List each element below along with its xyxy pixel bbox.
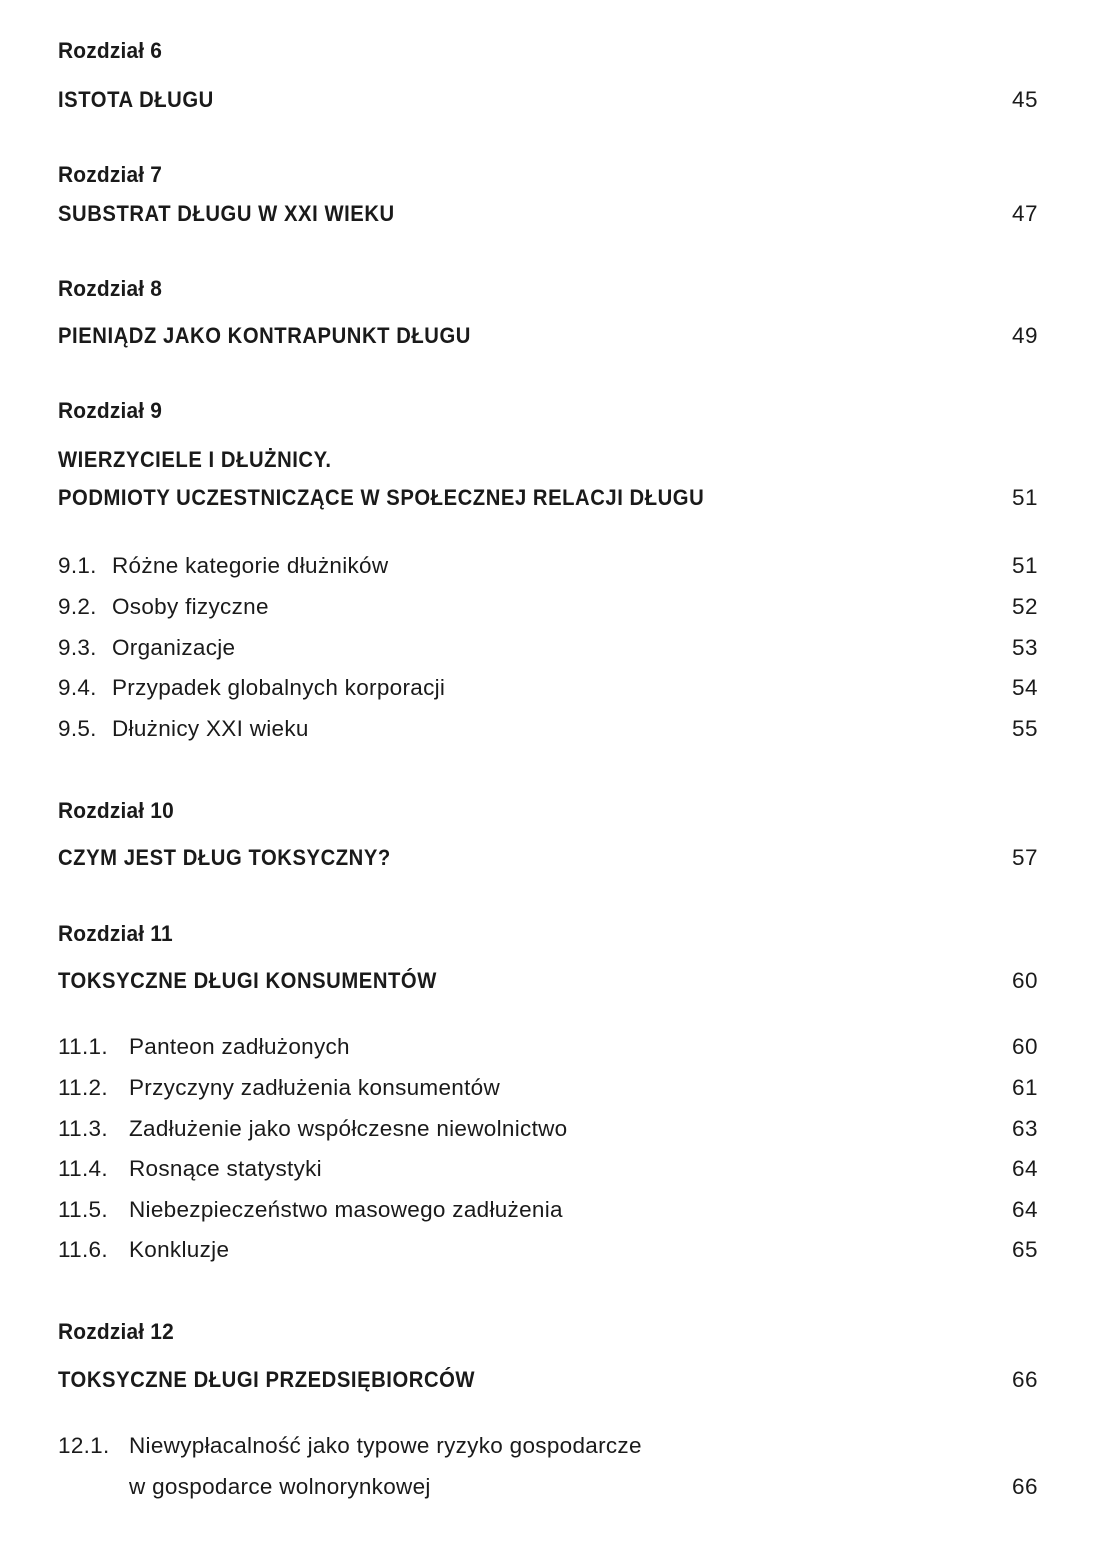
section-title[interactable]: Rosnące statystyki xyxy=(129,1156,322,1181)
page-number: 63 xyxy=(1011,1116,1038,1141)
section-row[interactable] xyxy=(58,1111,1038,1147)
chapter-title[interactable]: TOKSYCZNE DŁUGI KONSUMENTÓW xyxy=(58,968,437,993)
section-number: 9.4. xyxy=(58,675,97,700)
chapter-label-text: Rozdział 11 xyxy=(58,921,173,946)
page-number: 53 xyxy=(1011,635,1038,660)
chapter-title[interactable]: SUBSTRAT DŁUGU W XXI WIEKU xyxy=(58,201,395,226)
page-number: 51 xyxy=(1011,485,1038,510)
chapter-title-row[interactable] xyxy=(58,840,1038,876)
chapter-label-text: Rozdział 7 xyxy=(58,162,163,187)
chapter-label xyxy=(58,271,989,307)
section-number: 9.1. xyxy=(58,553,97,578)
section-number: 11.5. xyxy=(58,1197,108,1222)
page-number: 60 xyxy=(1011,968,1038,993)
chapter-title-line1[interactable]: WIERZYCIELE I DŁUŻNICY. xyxy=(58,447,332,472)
section-number: 9.2. xyxy=(58,594,97,619)
page-number: 55 xyxy=(1011,716,1038,741)
section-title[interactable]: Organizacje xyxy=(112,635,236,660)
section-title[interactable]: Różne kategorie dłużników xyxy=(112,553,389,578)
chapter-label xyxy=(58,916,989,952)
section-number: 11.4. xyxy=(58,1156,108,1181)
chapter-title-row[interactable] xyxy=(58,963,1038,999)
chapter-title-row[interactable] xyxy=(58,1362,1038,1398)
section-row[interactable] xyxy=(58,1151,1038,1187)
chapter-label-text: Rozdział 12 xyxy=(58,1319,174,1344)
page-number: 52 xyxy=(1011,594,1038,619)
section-title[interactable]: Panteon zadłużonych xyxy=(129,1034,350,1059)
section-title[interactable]: Przyczyny zadłużenia konsumentów xyxy=(129,1075,501,1100)
section-row[interactable] xyxy=(58,1070,1038,1106)
section-title[interactable]: Zadłużenie jako współczesne niewolnictwo xyxy=(129,1116,568,1141)
section-row[interactable] xyxy=(58,589,1038,625)
page-number: 49 xyxy=(1011,323,1038,348)
section-title[interactable]: Konkluzje xyxy=(129,1237,230,1262)
chapter-label-text: Rozdział 10 xyxy=(58,798,174,823)
chapter-title[interactable]: CZYM JEST DŁUG TOKSYCZNY? xyxy=(58,845,391,870)
chapter-title-row-line1[interactable] xyxy=(58,442,1038,478)
page-number: 57 xyxy=(1011,845,1038,870)
chapter-label-text: Rozdział 8 xyxy=(58,276,163,301)
chapter-title-row[interactable] xyxy=(58,318,1038,354)
section-row[interactable] xyxy=(58,670,1038,706)
section-title-line2[interactable]: w gospodarce wolnorynkowej xyxy=(129,1474,431,1499)
chapter-title[interactable]: TOKSYCZNE DŁUGI PRZEDSIĘBIORCÓW xyxy=(58,1367,476,1392)
section-number: 11.3. xyxy=(58,1116,108,1141)
section-row[interactable] xyxy=(58,548,1038,584)
section-number: 11.1. xyxy=(58,1034,108,1059)
chapter-label xyxy=(58,33,989,69)
section-title[interactable]: Przypadek globalnych korporacji xyxy=(112,675,446,700)
section-number: 12.1. xyxy=(58,1433,110,1458)
page-number: 64 xyxy=(1011,1197,1038,1222)
page-number: 61 xyxy=(1011,1075,1038,1100)
chapter-title-line2[interactable]: PODMIOTY UCZESTNICZĄCE W SPOŁECZNEJ RELACJI DŁUGU xyxy=(58,485,705,510)
section-title[interactable]: Niebezpieczeństwo masowego zadłużenia xyxy=(129,1197,563,1222)
section-title[interactable]: Osoby fizyczne xyxy=(112,594,269,619)
chapter-label xyxy=(58,1314,989,1350)
section-number: 9.3. xyxy=(58,635,97,660)
section-title[interactable]: Dłużnicy XXI wieku xyxy=(112,716,309,741)
chapter-title-row[interactable] xyxy=(58,480,1038,516)
page-number: 66 xyxy=(1011,1474,1038,1499)
chapter-label xyxy=(58,793,989,829)
section-row[interactable] xyxy=(58,1029,1038,1065)
section-row[interactable] xyxy=(58,1469,1038,1505)
section-row[interactable] xyxy=(58,711,1038,747)
chapter-label-text: Rozdział 9 xyxy=(58,398,163,423)
chapter-title[interactable]: ISTOTA DŁUGU xyxy=(58,87,214,112)
section-number: 9.5. xyxy=(58,716,97,741)
chapter-title[interactable]: PIENIĄDZ JAKO KONTRAPUNKT DŁUGU xyxy=(58,323,471,348)
chapter-title-row[interactable] xyxy=(58,82,1038,118)
section-row[interactable] xyxy=(58,630,1038,666)
page-number: 64 xyxy=(1011,1156,1038,1181)
page-number: 60 xyxy=(1011,1034,1038,1059)
section-row[interactable] xyxy=(58,1232,1038,1268)
page-number: 45 xyxy=(1011,87,1038,112)
chapter-title-row[interactable] xyxy=(58,196,1038,232)
section-title-line1[interactable]: Niewypłacalność jako typowe ryzyko gospodarcze xyxy=(129,1433,642,1458)
section-row[interactable] xyxy=(58,1192,1038,1228)
section-number: 11.6. xyxy=(58,1237,108,1262)
page-number: 65 xyxy=(1011,1237,1038,1262)
chapter-label-text: Rozdział 6 xyxy=(58,38,163,63)
page-number: 51 xyxy=(1011,553,1038,578)
page-number: 54 xyxy=(1011,675,1038,700)
chapter-label xyxy=(58,157,989,193)
chapter-label xyxy=(58,393,989,429)
page-number: 66 xyxy=(1011,1367,1038,1392)
page-number: 47 xyxy=(1011,201,1038,226)
section-row-line1[interactable] xyxy=(58,1428,1038,1464)
section-number: 11.2. xyxy=(58,1075,108,1100)
